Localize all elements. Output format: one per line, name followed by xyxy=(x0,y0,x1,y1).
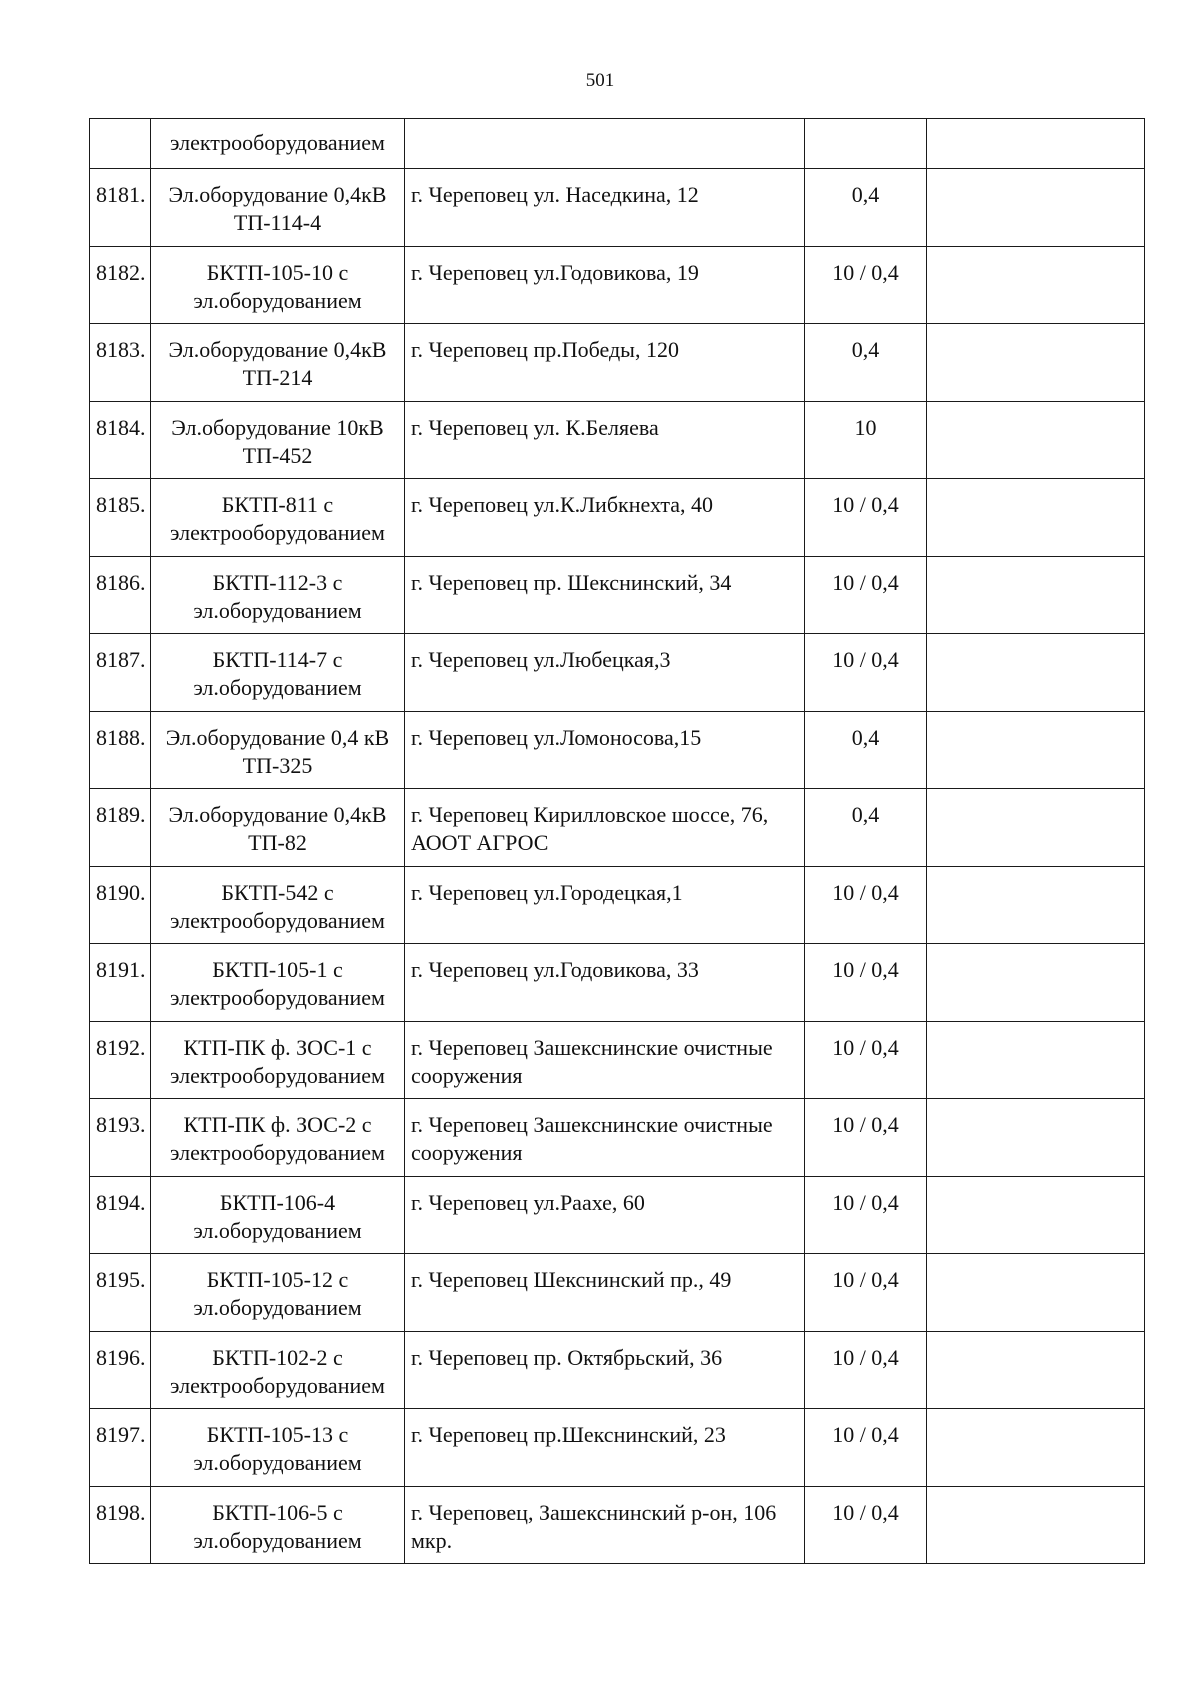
cell-number: 8185. xyxy=(90,479,151,557)
cell-note xyxy=(927,1331,1145,1409)
cell-address: г. Череповец ул.Любецкая,3 xyxy=(405,634,805,712)
cell-voltage: 10 / 0,4 xyxy=(805,1021,927,1099)
cell-name: Эл.оборудование 0,4кВ ТП-114-4 xyxy=(151,169,405,247)
table-row xyxy=(90,1099,1145,1177)
cell-note xyxy=(927,556,1145,634)
table-row xyxy=(90,711,1145,789)
cell-number: 8197. xyxy=(90,1409,151,1487)
cell-address: г. Череповец пр. Шекснинский, 34 xyxy=(405,556,805,634)
cell-number: 8186. xyxy=(90,556,151,634)
cell-voltage: 10 / 0,4 xyxy=(805,866,927,944)
cell-note xyxy=(927,1099,1145,1177)
cell-note xyxy=(927,866,1145,944)
cell-address: г. Череповец ул.К.Либкнехта, 40 xyxy=(405,479,805,557)
cell-number: 8181. xyxy=(90,169,151,247)
cell-voltage: 10 / 0,4 xyxy=(805,944,927,1022)
cell-number: 8190. xyxy=(90,866,151,944)
cell-voltage: 10 / 0,4 xyxy=(805,246,927,324)
table-row xyxy=(90,1486,1145,1564)
cell-address: г. Череповец ул.Ломоносова,15 xyxy=(405,711,805,789)
cell-voltage: 10 / 0,4 xyxy=(805,1409,927,1487)
table-row xyxy=(90,634,1145,712)
cell-number: 8194. xyxy=(90,1176,151,1254)
cell-name: БКТП-105-10 с эл.оборудованием xyxy=(151,246,405,324)
cell-number: 8198. xyxy=(90,1486,151,1564)
table-row xyxy=(90,1176,1145,1254)
cell-voltage xyxy=(805,119,927,169)
table-row xyxy=(90,401,1145,479)
cell-address: г. Череповец пр.Шекснинский, 23 xyxy=(405,1409,805,1487)
cell-number: 8187. xyxy=(90,634,151,712)
cell-address: г. Череповец ул. Наседкина, 12 xyxy=(405,169,805,247)
cell-address: г. Череповец ул.Раахе, 60 xyxy=(405,1176,805,1254)
table-row xyxy=(90,1254,1145,1332)
cell-voltage: 0,4 xyxy=(805,324,927,402)
cell-number xyxy=(90,119,151,169)
cell-voltage: 10 / 0,4 xyxy=(805,479,927,557)
cell-name: БКТП-106-4 эл.оборудованием xyxy=(151,1176,405,1254)
cell-name: БКТП-114-7 с эл.оборудованием xyxy=(151,634,405,712)
cell-note xyxy=(927,789,1145,867)
equipment-table xyxy=(89,118,1145,1564)
cell-name: электрооборудованием xyxy=(151,119,405,169)
cell-address: г. Череповец Кирилловское шоссе, 76, АООТ АГРОС xyxy=(405,789,805,867)
table-row xyxy=(90,324,1145,402)
cell-note xyxy=(927,1254,1145,1332)
table-row xyxy=(90,1409,1145,1487)
cell-note xyxy=(927,944,1145,1022)
table-row xyxy=(90,866,1145,944)
table-row xyxy=(90,556,1145,634)
cell-name: БКТП-542 с электрооборудованием xyxy=(151,866,405,944)
cell-address: г. Череповец пр. Октябрьский, 36 xyxy=(405,1331,805,1409)
cell-number: 8184. xyxy=(90,401,151,479)
cell-name: БКТП-105-1 с электрооборудованием xyxy=(151,944,405,1022)
cell-voltage: 10 / 0,4 xyxy=(805,1486,927,1564)
cell-name: БКТП-102-2 с электрооборудованием xyxy=(151,1331,405,1409)
cell-voltage: 0,4 xyxy=(805,711,927,789)
cell-name: КТП-ПК ф. ЗОС-2 с электрооборудованием xyxy=(151,1099,405,1177)
cell-note xyxy=(927,119,1145,169)
cell-name: Эл.оборудование 0,4кВ ТП-214 xyxy=(151,324,405,402)
cell-note xyxy=(927,401,1145,479)
cell-name: КТП-ПК ф. ЗОС-1 с электрооборудованием xyxy=(151,1021,405,1099)
cell-name: БКТП-112-3 с эл.оборудованием xyxy=(151,556,405,634)
cell-number: 8196. xyxy=(90,1331,151,1409)
cell-voltage: 0,4 xyxy=(805,169,927,247)
table-row-continuation xyxy=(90,119,1145,169)
cell-voltage: 10 / 0,4 xyxy=(805,1176,927,1254)
cell-number: 8193. xyxy=(90,1099,151,1177)
cell-note xyxy=(927,479,1145,557)
cell-address: г. Череповец ул.Годовикова, 33 xyxy=(405,944,805,1022)
cell-number: 8195. xyxy=(90,1254,151,1332)
cell-note xyxy=(927,246,1145,324)
cell-name: БКТП-105-12 с эл.оборудованием xyxy=(151,1254,405,1332)
page-number: 501 xyxy=(585,70,615,91)
cell-address: г. Череповец ул.Городецкая,1 xyxy=(405,866,805,944)
table-row xyxy=(90,1331,1145,1409)
cell-note xyxy=(927,169,1145,247)
table-row xyxy=(90,944,1145,1022)
cell-number: 8182. xyxy=(90,246,151,324)
cell-address: г. Череповец Зашекснинские очистные сооружения xyxy=(405,1021,805,1099)
cell-voltage: 10 / 0,4 xyxy=(805,556,927,634)
cell-name: Эл.оборудование 0,4 кВ ТП-325 xyxy=(151,711,405,789)
cell-voltage: 0,4 xyxy=(805,789,927,867)
cell-note xyxy=(927,634,1145,712)
cell-name: БКТП-106-5 с эл.оборудованием xyxy=(151,1486,405,1564)
table-row xyxy=(90,169,1145,247)
cell-address: г. Череповец ул. К.Беляева xyxy=(405,401,805,479)
table-row xyxy=(90,246,1145,324)
cell-name: Эл.оборудование 0,4кВ ТП-82 xyxy=(151,789,405,867)
table-row xyxy=(90,1021,1145,1099)
cell-address xyxy=(405,119,805,169)
cell-number: 8192. xyxy=(90,1021,151,1099)
cell-address: г. Череповец Зашекснинские очистные сооружения xyxy=(405,1099,805,1177)
cell-voltage: 10 / 0,4 xyxy=(805,1099,927,1177)
cell-note xyxy=(927,1409,1145,1487)
cell-address: г. Череповец, Зашекснинский р-он, 106 мкр. xyxy=(405,1486,805,1564)
cell-note xyxy=(927,1021,1145,1099)
cell-note xyxy=(927,711,1145,789)
cell-address: г. Череповец ул.Годовикова, 19 xyxy=(405,246,805,324)
cell-address: г. Череповец Шекснинский пр., 49 xyxy=(405,1254,805,1332)
table-row xyxy=(90,789,1145,867)
table-body xyxy=(90,119,1145,1564)
cell-voltage: 10 / 0,4 xyxy=(805,1331,927,1409)
cell-name: БКТП-811 с электрооборудованием xyxy=(151,479,405,557)
cell-name: БКТП-105-13 с эл.оборудованием xyxy=(151,1409,405,1487)
cell-note xyxy=(927,324,1145,402)
cell-address: г. Череповец пр.Победы, 120 xyxy=(405,324,805,402)
cell-name: Эл.оборудование 10кВ ТП-452 xyxy=(151,401,405,479)
cell-voltage: 10 / 0,4 xyxy=(805,634,927,712)
cell-number: 8189. xyxy=(90,789,151,867)
cell-number: 8191. xyxy=(90,944,151,1022)
cell-voltage: 10 / 0,4 xyxy=(805,1254,927,1332)
cell-number: 8188. xyxy=(90,711,151,789)
cell-number: 8183. xyxy=(90,324,151,402)
cell-note xyxy=(927,1486,1145,1564)
table-row xyxy=(90,479,1145,557)
cell-voltage: 10 xyxy=(805,401,927,479)
cell-note xyxy=(927,1176,1145,1254)
